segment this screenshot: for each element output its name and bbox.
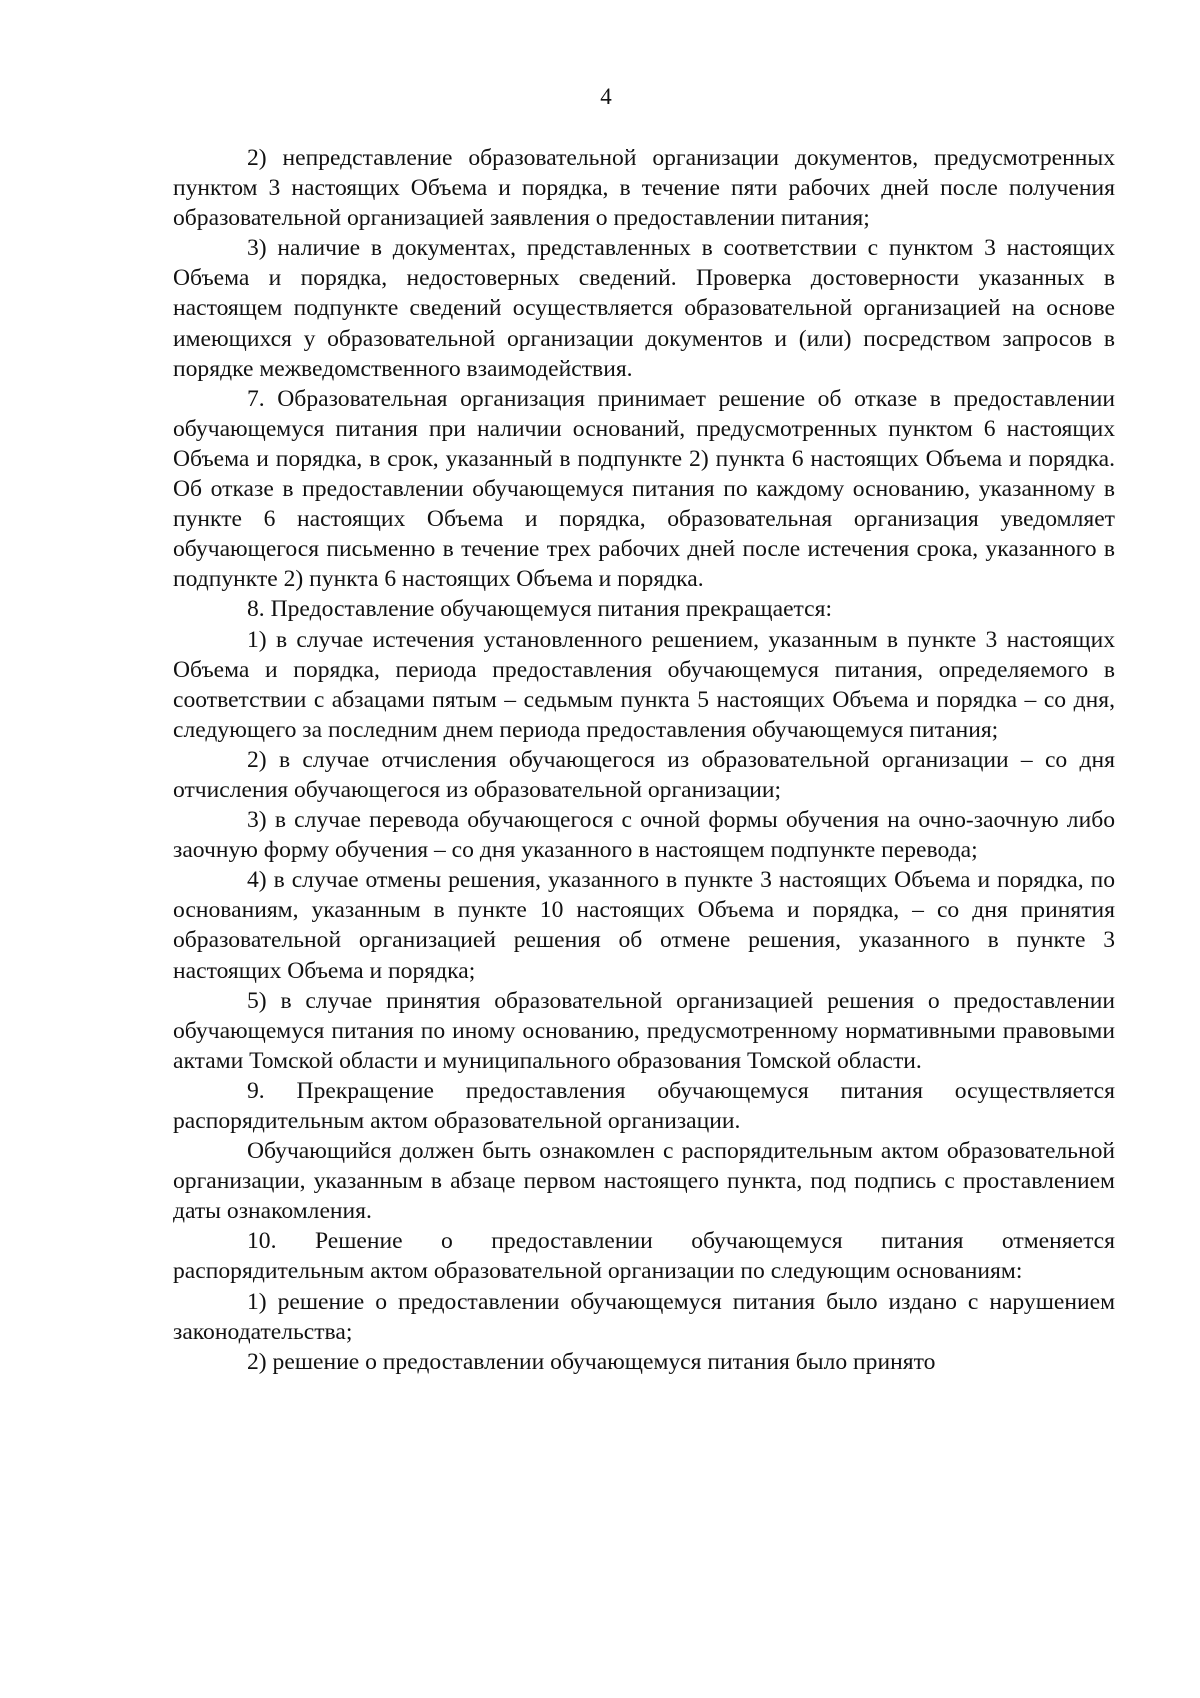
paragraph-point-9-abzac-2: Обучающийся должен быть ознакомлен с распорядительным актом образовательной организации, указанным в абзаце первом настоящего пункта, под подпись с проставлением даты ознакомления. [173, 1138, 1115, 1225]
paragraph-point-9: 9. Прекращение предоставления обучающемуся питания осуществляется распорядительным актом образовательной организации. [173, 1077, 1115, 1134]
paragraph-subpoint-6-2: 2) непредставление образовательной организации документов, предусмотренных пунктом 3 настоящих Объема и порядка, в течение пяти рабочих дней после получения образовательной организацией заявления о предоставлении питания; [173, 145, 1115, 232]
paragraph-subpoint-10-1: 1) решение о предоставлении обучающемуся питания было издано с нарушением законодательства; [173, 1288, 1115, 1345]
paragraph-point-8: 8. Предоставление обучающемуся питания прекращается: [247, 596, 833, 623]
paragraph-subpoint-8-4: 4) в случае отмены решения, указанного в пункте 3 настоящих Объема и порядка, по основаниям, указанным в пункте 10 настоящих Объема и порядка, – со дня принятия образовательной организацией решения об отмене решения, указанного в пункте 3 настоящих Объема и порядка; [173, 867, 1115, 984]
paragraph-point-7: 7. Образовательная организация принимает решение об отказе в предоставлении обучающемуся питания при наличии оснований, предусмотренных пунктом 6 настоящих Объема и порядка, в срок, указанный в подпункте 2) пункта 6 настоящих Объема и порядка. Об отказе в предоставлении обучающемуся питания по каждому основанию, указанному в пункте 6 настоящих Объема и порядка, образовательная организация уведомляет обучающегося письменно в течение трех рабочих дней после истечения срока, указанного в подпункте 2) пункта 6 настоящих Объема и порядка. [173, 385, 1115, 593]
paragraph-subpoint-8-1: 1) в случае истечения установленного решением, указанным в пункте 3 настоящих Объема и порядка, периода предоставления обучающемуся питания, определяемого в соответствии с абзацами пятым – седьмым пункта 5 настоящих Объема и порядка – со дня, следующего за последним днем периода предоставления обучающемуся питания; [173, 626, 1115, 743]
document-body [173, 143, 1115, 1377]
paragraph-subpoint-8-3: 3) в случае перевода обучающегося с очной формы обучения на очно-заочную либо заочную форму обучения – со дня указанного в настоящем подпункте перевода; [173, 807, 1115, 864]
paragraph-subpoint-8-2: 2) в случае отчисления обучающегося из образовательной организации – со дня отчисления обучающегося из образовательной организации; [173, 746, 1115, 803]
paragraph-subpoint-8-5: 5) в случае принятия образовательной организацией решения о предоставлении обучающемуся питания по иному основанию, предусмотренному нормативными правовыми актами Томской области и муниципального образования Томской области. [173, 987, 1115, 1074]
paragraph-subpoint-6-3: 3) наличие в документах, представленных в соответствии с пунктом 3 настоящих Объема и порядка, недостоверных сведений. Проверка достоверности указанных в настоящем подпункте сведений осуществляется образовательной организацией на основе имеющихся у образовательной организации документов и (или) посредством запросов в порядке межведомственного взаимодействия. [173, 235, 1115, 382]
page-number: 4 [600, 84, 612, 109]
paragraph-subpoint-10-2: 2) решение о предоставлении обучающемуся питания было принято [247, 1348, 936, 1375]
paragraph-point-10: 10. Решение о предоставлении обучающемуся питания отменяется распорядительным актом образовательной организации по следующим основаниям: [173, 1228, 1115, 1285]
